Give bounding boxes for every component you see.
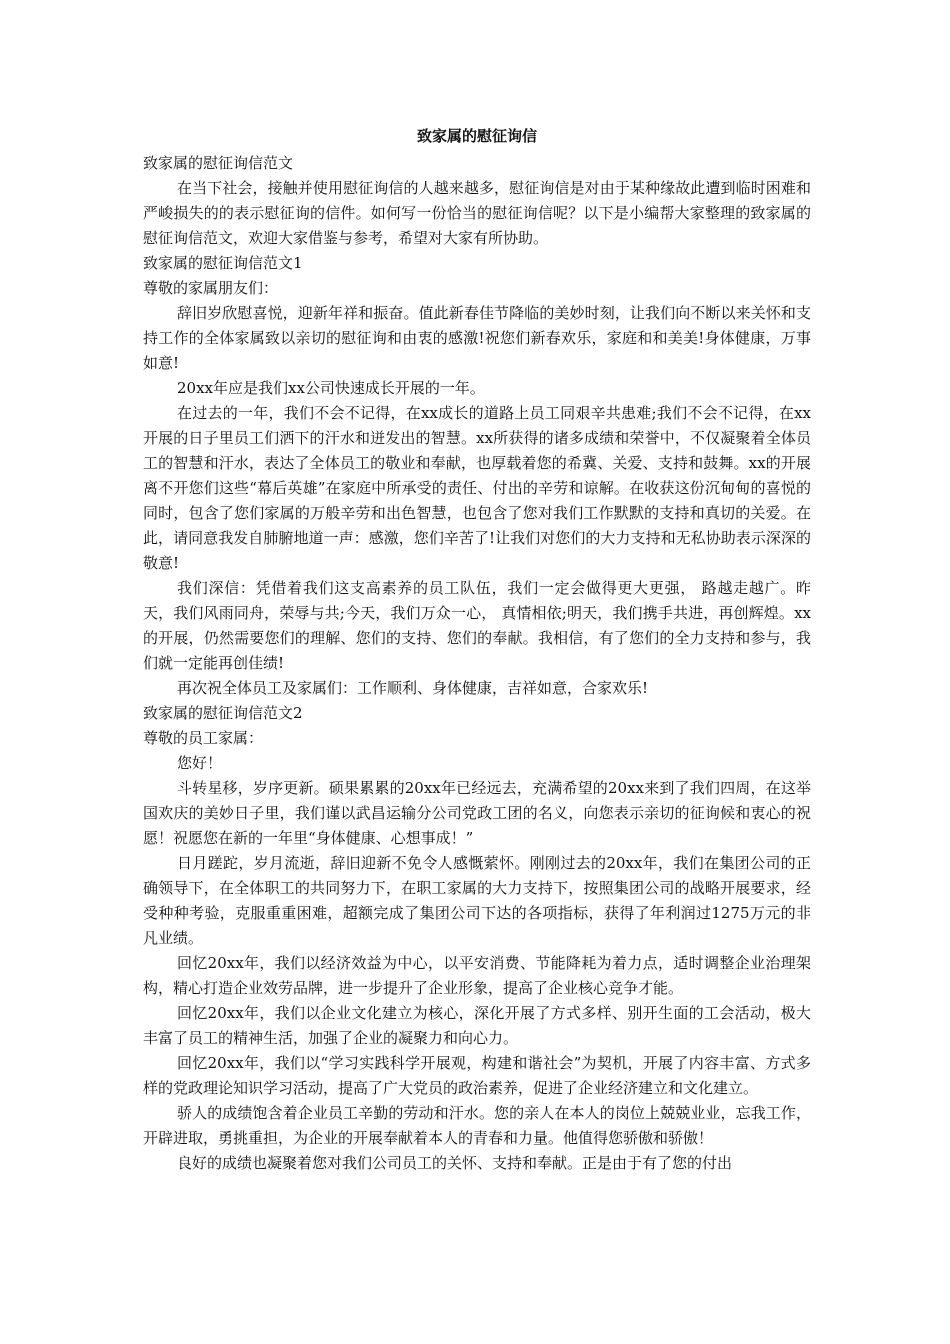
body-paragraph: 辞旧岁欣慰喜悦，迎新年祥和振奋。值此新春佳节降临的美妙时刻，让我们向不断以来关怀和支持工作的全体家属致以亲切的慰征询和由衷的感激!祝您们新春欢乐，家庭和和美美!身体健康，万事如意! xyxy=(143,304,811,372)
section-line: 致家属的慰征询信范文2 xyxy=(143,704,303,722)
body-paragraph: 再次祝全体员工及家属们：工作顺利、身体健康，吉祥如意，合家欢乐! xyxy=(177,679,649,697)
body-paragraph: 回忆20xx年，我们以企业文化建立为核心，深化开展了方式多样、别开生面的工会活动，极大丰富了员工的精神生活，加强了企业的凝聚力和向心力。 xyxy=(143,1004,811,1047)
section-line: 致家属的慰征询信范文 xyxy=(143,154,294,172)
body-paragraph: 良好的成绩也凝聚着您对我们公司员工的关怀、支持和奉献。正是由于有了您的付出 xyxy=(177,1154,733,1172)
body-paragraph: 回忆20xx年，我们以“学习实践科学开展观，构建和谐社会”为契机，开展了内容丰富、方式多样的党政理论知识学习活动，提高了广大党员的政治素养，促进了企业经济建立和文化建立。 xyxy=(143,1054,811,1097)
section-line: 尊敬的家属朋友们： xyxy=(143,279,279,297)
section-line: 致家属的慰征询信范文1 xyxy=(143,254,303,272)
body-paragraph: 我们深信：凭借着我们这支高素养的员工队伍，我们一定会做得更大更强， 路越走越广。昨天，我们风雨同舟，荣辱与共;今天，我们万众一心， 真情相依;明天，我们携手共进，再创辉煌。xx的开展，仍然需要您们的理解、您们的支持、您们的奉献。我相信，有了您们的全力支持和参与，我们就一定能再创佳绩! xyxy=(143,579,811,672)
section-line: 尊敬的员工家属： xyxy=(143,729,264,747)
body-paragraph: 斗转星移，岁序更新。硕果累累的20xx年已经远去，充满希望的20xx来到了我们四周，在这举国欢庆的美妙日子里，我们谨以武昌运输分公司党政工团的名义，向您表示亲切的征询候和衷心的祝愿！祝愿您在新的一年里“身体健康、心想事成！” xyxy=(143,779,811,847)
body-paragraph: 您好！ xyxy=(177,754,223,772)
body-paragraph: 日月蹉跎，岁月流逝，辞旧迎新不免令人感慨萦怀。刚刚过去的20xx年，我们在集团公司的正确领导下，在全体职工的共同努力下，在职工家属的大力支持下，按照集团公司的战略开展要求，经受种种考验，克服重重困难，超额完成了集团公司下达的各项指标，获得了年利润过1275万元的非凡业绩。 xyxy=(143,854,811,947)
document-page xyxy=(143,124,811,1176)
body-paragraph: 在当下社会，接触并使用慰征询信的人越来越多，慰征询信是对由于某种缘故此遭到临时困难和严峻损失的的表示慰征询的信件。如何写一份恰当的慰征询信呢？以下是小编帮大家整理的致家属的慰征询信范文，欢迎大家借鉴与参考，希望对大家有所协助。 xyxy=(143,179,811,247)
body-paragraph: 回忆20xx年，我们以经济效益为中心，以平安消费、节能降耗为着力点，适时调整企业治理架构，精心打造企业效劳品牌，进一步提升了企业形象，提高了企业核心竞争才能。 xyxy=(143,954,811,997)
document-body xyxy=(143,151,811,1176)
document-title: 致家属的慰征询信 xyxy=(416,127,537,145)
body-paragraph: 在过去的一年，我们不会不记得，在xx成长的道路上员工同艰辛共患难;我们不会不记得，在xx开展的日子里员工们洒下的汗水和迸发出的智慧。xx所获得的诸多成绩和荣誉中，不仅凝聚着全体员工的智慧和汗水，表达了全体员工的敬业和奉献，也厚载着您的希冀、关爱、支持和鼓舞。xx的开展离不开您们这些“幕后英雄”在家庭中所承受的责任、付出的辛劳和谅解。在收获这份沉甸甸的喜悦的同时，包含了您们家属的万般辛劳和出色智慧，也包含了您对我们工作默默的支持和真切的关爱。在此，请同意我发自肺腑地道一声：感激，您们辛苦了!让我们对您们的大力支持和无私协助表示深深的敬意! xyxy=(143,404,811,572)
body-paragraph: 骄人的成绩饱含着企业员工辛勤的劳动和汗水。您的亲人在本人的岗位上兢兢业业，忘我工作，开辟进取，勇挑重担，为企业的开展奉献着本人的青春和力量。他值得您骄傲和骄傲！ xyxy=(143,1104,811,1147)
body-paragraph: 20xx年应是我们xx公司快速成长开展的一年。 xyxy=(177,379,485,397)
